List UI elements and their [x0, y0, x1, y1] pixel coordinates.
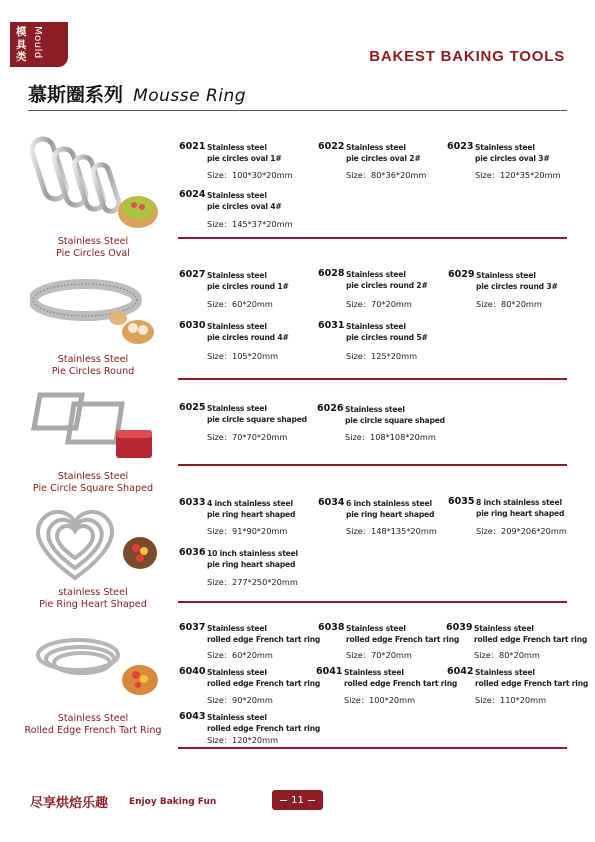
round-label-line1: Stainless Steel: [57, 354, 129, 365]
product-size: Size：60*20mm: [207, 650, 273, 660]
product-size: Size：100*30*20mm: [207, 170, 293, 180]
product-name: Stainless steel pie circles oval 4#: [207, 191, 282, 211]
round-label-line2: Pie Circles Round: [51, 366, 135, 377]
product-size: Size：209*206*20mm: [476, 526, 567, 536]
square-rings-photo-icon: [30, 390, 160, 465]
product-name: Stainless steel rolled edge French tart ring: [207, 624, 321, 644]
product-size: Size：120*20mm: [207, 735, 279, 745]
square-product-label: [14, 471, 172, 495]
page-title-en: Mousse Ring: [133, 86, 247, 106]
oval-label-line1: Stainless Steel: [57, 236, 129, 247]
product-code: 6031: [318, 320, 345, 331]
footer-slogan-en: Enjoy Baking Fun: [129, 797, 217, 807]
section-divider: [178, 747, 567, 749]
product-name: Stainless steel rolled edge French tart ring: [207, 713, 321, 733]
dash-icon: [280, 800, 287, 801]
product-code: 6021: [179, 141, 206, 152]
dash-icon: [308, 800, 315, 801]
product-code: 6041: [316, 666, 343, 677]
product-name: Stainless steel pie circles round 1#: [207, 271, 289, 291]
product-size: Size：145*37*20mm: [207, 219, 293, 229]
tart-label-line1: Stainless Steel: [57, 713, 129, 724]
product-code: 6039: [446, 622, 473, 633]
page-title-cn: 慕斯圈系列: [28, 84, 124, 106]
footer-slogan-cn: 尽享烘焙乐趣: [30, 796, 109, 811]
product-name: Stainless steel rolled edge French tart ring: [474, 624, 588, 644]
product-size: Size：125*20mm: [346, 351, 418, 361]
section-divider: [178, 378, 567, 380]
product-name: Stainless steel rolled edge French tart ring: [344, 668, 458, 688]
product-name: Stainless steel rolled edge French tart ring: [207, 668, 321, 688]
product-name: 4 inch stainless steel pie ring heart shaped: [207, 499, 296, 519]
tart-rings-photo-icon: [30, 625, 160, 705]
product-size: Size：80*36*20mm: [346, 170, 427, 180]
product-code: 6038: [318, 622, 345, 633]
product-code: 6035: [448, 496, 475, 507]
product-code: 6023: [447, 141, 474, 152]
heart-label-line2: Pie Ring Heart Shaped: [39, 599, 147, 610]
product-size: Size：80*20mm: [474, 650, 540, 660]
product-size: Size：100*20mm: [344, 695, 416, 705]
product-size: Size：120*35*20mm: [475, 170, 561, 180]
product-size: Size：105*20mm: [207, 351, 279, 361]
product-code: 6034: [318, 497, 345, 508]
product-code: 6040: [179, 666, 206, 677]
product-name: Stainless steel pie circle square shaped: [207, 404, 307, 424]
section-divider: [178, 464, 567, 466]
product-code: 6043: [179, 711, 206, 722]
square-label-line2: Pie Circle Square Shaped: [32, 483, 154, 494]
product-name: Stainless steel pie circles oval 3#: [475, 143, 550, 163]
product-code: 6022: [318, 141, 345, 152]
product-size: Size：80*20mm: [476, 299, 542, 309]
product-name: Stainless steel pie circles round 5#: [346, 322, 428, 342]
product-name: Stainless steel pie circles round 2#: [346, 270, 428, 290]
page-number-badge: [272, 790, 323, 810]
product-code: 6025: [179, 402, 206, 413]
product-code: 6042: [447, 666, 474, 677]
tart-product-label: [14, 713, 172, 737]
product-size: Size：90*20mm: [207, 695, 273, 705]
round-ring-photo-icon: [30, 270, 160, 355]
oval-rings-photo-icon: [30, 130, 160, 235]
oval-product-label: [14, 236, 172, 260]
oval-label-line2: Pie Circles Oval: [56, 248, 130, 259]
product-code: 6037: [179, 622, 206, 633]
product-name: Stainless steel pie circles round 3#: [476, 271, 558, 291]
product-name: 8 inch stainless steel pie ring heart shaped: [476, 498, 565, 518]
heart-label-line1: stainless Steel: [58, 587, 128, 598]
section-divider: [178, 601, 567, 603]
page-number: 11: [291, 794, 304, 806]
title-divider: [28, 110, 567, 111]
category-tab-cn: 模具类: [16, 26, 27, 63]
product-name: 6 inch stainless steel pie ring heart shaped: [346, 499, 435, 519]
heart-rings-photo-icon: [30, 498, 160, 586]
product-code: 6033: [179, 497, 206, 508]
tart-label-line2: Rolled Edge French Tart Ring: [24, 725, 162, 736]
product-name: Stainless steel pie circles round 4#: [207, 322, 289, 342]
product-size: Size：148*135*20mm: [346, 526, 437, 536]
product-size: Size：70*20mm: [346, 299, 412, 309]
product-code: 6027: [179, 269, 206, 280]
square-label-line1: Stainless Steel: [57, 471, 129, 482]
product-code: 6029: [448, 269, 475, 280]
product-name: Stainless steel rolled edge French tart ring: [475, 668, 589, 688]
product-code: 6028: [318, 268, 345, 279]
section-divider: [178, 237, 567, 239]
product-size: Size：91*90*20mm: [207, 526, 288, 536]
heart-product-label: [14, 587, 172, 611]
product-size: Size：70*20mm: [346, 650, 412, 660]
category-tab-en: Mould: [32, 26, 43, 59]
product-name: Stainless steel pie circle square shaped: [345, 405, 445, 425]
product-code: 6024: [179, 189, 206, 200]
product-name: Stainless steel rolled edge French tart ring: [346, 624, 460, 644]
product-name: Stainless steel pie circles oval 1#: [207, 143, 282, 163]
product-size: Size：60*20mm: [207, 299, 273, 309]
category-tab: [10, 22, 68, 67]
product-size: Size：110*20mm: [475, 695, 547, 705]
product-size: Size：108*108*20mm: [345, 432, 436, 442]
page-title: [28, 80, 246, 107]
product-name: 10 inch stainless steel pie ring heart shaped: [207, 549, 298, 569]
product-size: Size：70*70*20mm: [207, 432, 288, 442]
round-product-label: [14, 354, 172, 378]
product-code: 6030: [179, 320, 206, 331]
brand-name: BAKEST BAKING TOOLS: [369, 48, 565, 65]
product-code: 6026: [317, 403, 344, 414]
product-size: Size：277*250*20mm: [207, 577, 298, 587]
product-code: 6036: [179, 547, 206, 558]
product-name: Stainless steel pie circles oval 2#: [346, 143, 421, 163]
